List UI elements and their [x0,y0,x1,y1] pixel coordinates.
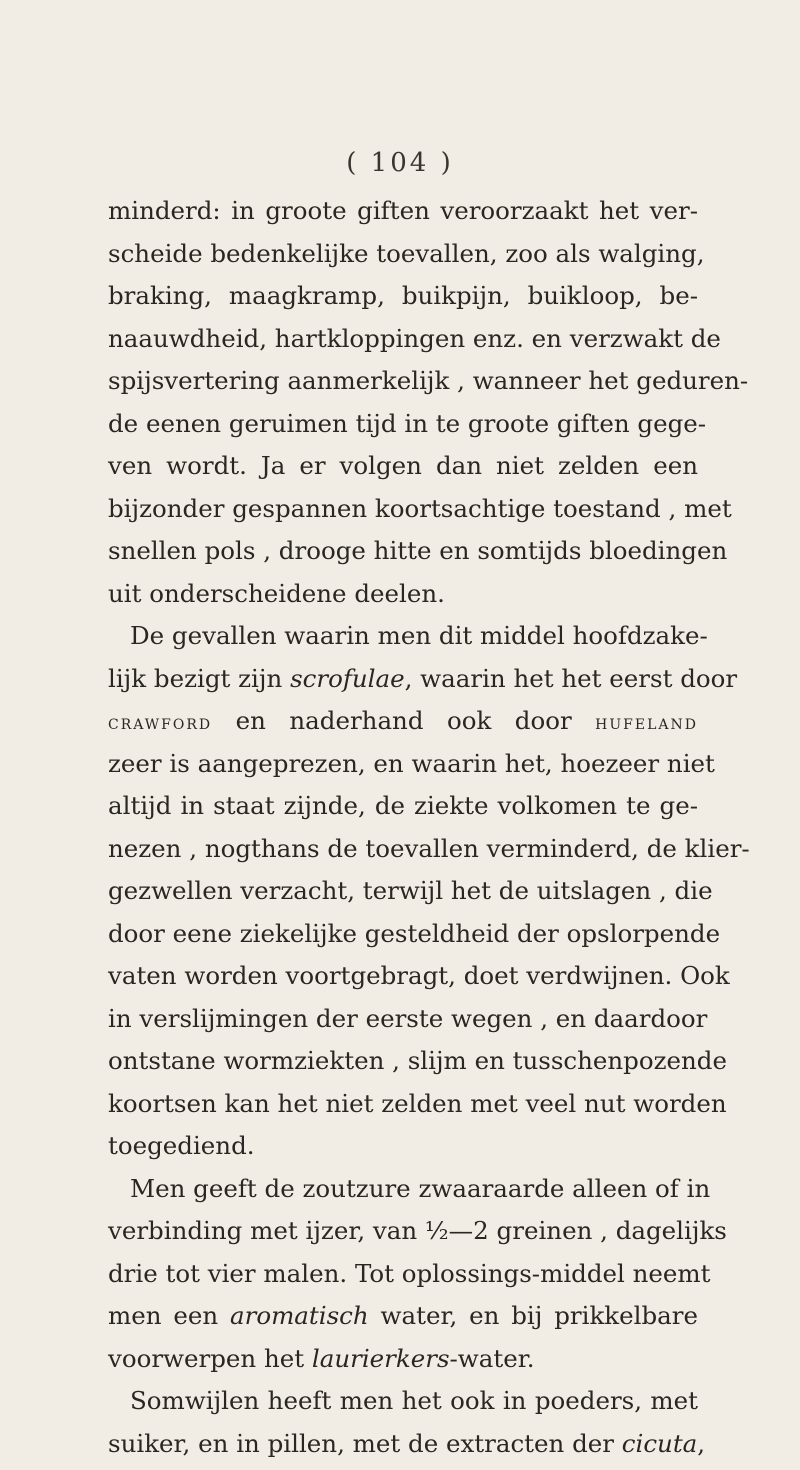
line-text: suiker, en in pillen, met de extracten der [108,1428,622,1458]
text-line [108,445,698,488]
text-line [108,955,730,998]
italic-text: laurierkers [311,1343,450,1373]
line-text: naauwdheid, hartkloppingen enz. en verzwakt de [108,323,721,353]
line-text: vaten worden voortgebragt, doet verdwijnen. Ook [108,961,730,990]
italic-text: cicuta [621,1428,698,1458]
text-line [108,275,698,318]
line-text: bijzonder gespannen koortsachtige toestand , met [108,493,732,523]
small-caps-name: crawford [108,710,213,734]
line-text: -water. [449,1343,535,1373]
text-line [108,1210,727,1253]
line-text: lijk bezigt zijn [108,663,291,693]
text-line [108,233,705,276]
line-text: Men geeft de zoutzure zwaaraarde alleen of in [130,1173,711,1203]
text-line [108,1295,698,1338]
text-line [108,615,708,658]
page-number: ( 104 ) [346,148,454,178]
line-text: toegediend. [108,1131,255,1160]
line-text: men een [108,1301,230,1330]
text-line [108,1040,727,1083]
line-text: De gevallen waarin men dit middel hoofdzake- [130,621,708,650]
body-text [108,190,750,1465]
line-text: water, en bij prikkelbare [368,1301,698,1330]
line-text: drie tot vier malen. Tot oplossings-middel neemt [108,1258,711,1288]
text-line [108,318,721,361]
line-text: in verslijmingen der eerste wegen , en daardoor [108,1003,708,1033]
line-text: minderd: in groote giften veroorzaakt het ver- [108,196,698,225]
line-text: koortsen kan het niet zelden met veel nut worden [108,1088,727,1118]
line-text: scheide bedenkelijke toevallen, zoo als walging, [108,238,705,268]
text-line [108,870,713,913]
line-text: spijsvertering aanmerkelijk , wanneer het geduren- [108,366,749,395]
text-line [108,828,750,871]
line-text: gezwellen verzacht, terwijl het de uitslagen , die [108,876,713,905]
text-line [108,360,749,403]
line-text: , waarin het het eerst door [404,663,738,693]
italic-text: aromatisch [230,1301,369,1330]
text-line [108,1125,698,1168]
text-line [108,1338,698,1381]
line-text: en naderhand ook door [212,706,596,735]
line-text: zeer is aangeprezen, en waarin het, hoezeer niet [108,748,715,778]
line-text: braking, maagkramp, buikpijn, buikloop, be- [108,281,698,310]
text-line [108,1253,711,1296]
text-line [108,743,715,786]
line-text: Somwijlen heeft men het ook in poeders, met [130,1386,698,1415]
line-text: nezen , nogthans de toevallen verminderd, de klier- [108,833,750,863]
line-text: uit onderscheidene deelen. [108,578,445,608]
small-caps-name: hufeland [595,710,698,734]
line-text: altijd in staat zijnde, de ziekte volkomen te ge- [108,791,698,820]
text-line [108,403,707,446]
text-line [108,785,698,828]
text-line [108,998,708,1041]
line-text: de eenen geruimen tijd in te groote giften gege- [108,408,707,438]
text-line [108,700,698,743]
text-line [108,190,698,233]
line-text: verbinding met ijzer, van ½—2 greinen , dagelijks [108,1216,727,1245]
line-text: voorwerpen het [108,1343,312,1373]
text-line [108,658,738,701]
line-text: snellen pols , drooge hitte en somtijds bloedingen [108,536,728,565]
line-text: , [697,1428,706,1458]
text-line [108,573,698,616]
italic-text: scrofulae [290,663,405,693]
line-text: ontstane wormziekten , slijm en tusschenpozende [108,1046,727,1075]
line-text: ven wordt. Ja er volgen dan niet zelden een [108,451,698,480]
text-line [108,1423,706,1466]
text-line [108,913,721,956]
text-line [108,1168,711,1211]
text-line [108,530,728,573]
text-line [108,1380,698,1423]
text-line [108,1083,727,1126]
line-text: door eene ziekelijke gesteldheid der opslorpende [108,918,721,948]
text-line [108,488,732,531]
